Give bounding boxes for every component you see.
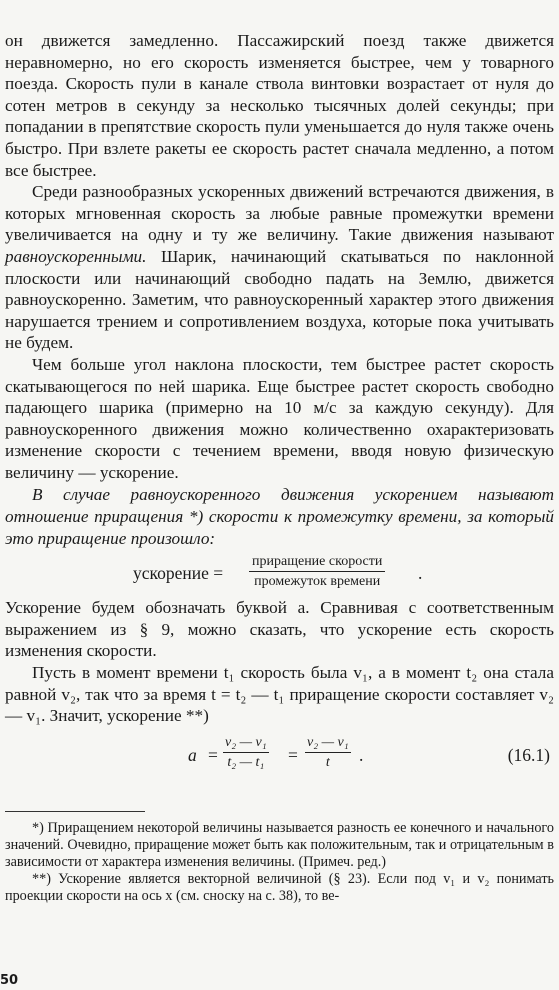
footnote-2: **) Ускорение является векторной величиной (§ 23). Если под v₁ и v₂ понимать проекции скорости на ось x (см. сноску на с. 38), то ве- (5, 870, 554, 904)
acceleration-word-formula (5, 549, 554, 597)
formula-lhs: ускорение = (133, 563, 224, 584)
formula-equals-1: = (208, 744, 218, 765)
fraction-1-denominator: t₂ — t₁ (227, 754, 265, 770)
paragraph-2-end: Шарик, начинающий скатываться по наклонной плоскости или начинающий свободно падать на Землю, движется равноускоренно. Заметим, что равноускоренный характер этого движения нарушается трением и сопротивлением воздуха, которые пока учитывать не будем. (5, 246, 554, 353)
acceleration-formula (5, 727, 554, 785)
paragraph-2 (5, 181, 554, 354)
paragraph-3: Чем больше угол наклона плоскости, тем быстрее растет скорость скатывающегося по ней шарика. Еще быстрее растет скорость свободно падающего шарика (примерно на 10 м/с за каждую секунду). Для равноускоренного движения можно количественно охарактеризовать изменение скорости с течением времени, вводя новую физическую величину — ускорение. (5, 354, 554, 482)
page-body (5, 30, 554, 905)
formula-numerator: приращение скорости (249, 552, 385, 572)
page-number: 50 (0, 973, 19, 988)
equation-number: (16.1) (507, 744, 550, 765)
definition-paragraph: В случае равноускоренного движения ускорением называют отношение приращения *) скорости к промежутку времени, за который это приращение произошло: (5, 485, 554, 548)
fraction-2 (305, 733, 351, 772)
paragraph-4: Ускорение будем обозначать буквой а. Сравнивая с соответственным выражением из § 9, можно сказать, что ускорение есть скорость изменения скорости. (5, 598, 554, 661)
formula-denominator: промежуток времени (254, 574, 381, 590)
formula-period: . (418, 563, 423, 584)
paragraph-5: Пусть в момент времени t₁ скорость была v₁, а в момент t₂ она стала равной v₂, так что за время t = t₂ — t₁ приращение скорости составляет v₂ — v₁. Значит, ускорение **) (5, 663, 554, 726)
fraction-1-numerator: v₂ — v₁ (223, 733, 269, 753)
fraction-1 (223, 733, 269, 772)
fraction-2-denominator: t (325, 754, 330, 770)
paragraph-1: он движется замедленно. Пассажирский поезд также движется неравномерно, но его скорость изменяется быстрее, чем у товарного поезда. Скорость пули в канале ствола винтовки возрастает от нуля до сотен метров в секунду за несколько тысячных долей секунды; при попадании в препятствие скорость пули уменьшается до нуля также очень быстро. При взлете ракеты ее скорость растет сначала медленно, а потом все быстрее. (5, 31, 554, 180)
footnote-divider (5, 811, 145, 812)
formula-a: a (188, 744, 197, 765)
formula-equals-2: = (288, 744, 298, 765)
footnote-1: *) Приращением некоторой величины называется разность ее конечного и начального значений. Очевидно, приращение может быть как положительным, так и отрицательным в зависимости от характера изменения величины. (Примеч. ред.) (5, 819, 554, 870)
fraction-2-numerator: v₂ — v₁ (305, 733, 351, 753)
formula-fraction (249, 552, 385, 591)
term-uniformly-accelerated: равноускоренными. (5, 246, 147, 266)
paragraph-2-start: Среди разнообразных ускоренных движений встречаются движения, в которых мгновенная скорость за любые равные промежутки времени увеличивается на одну и ту же величину. Такие движения называют (5, 182, 554, 245)
formula-2-period: . (359, 744, 364, 765)
